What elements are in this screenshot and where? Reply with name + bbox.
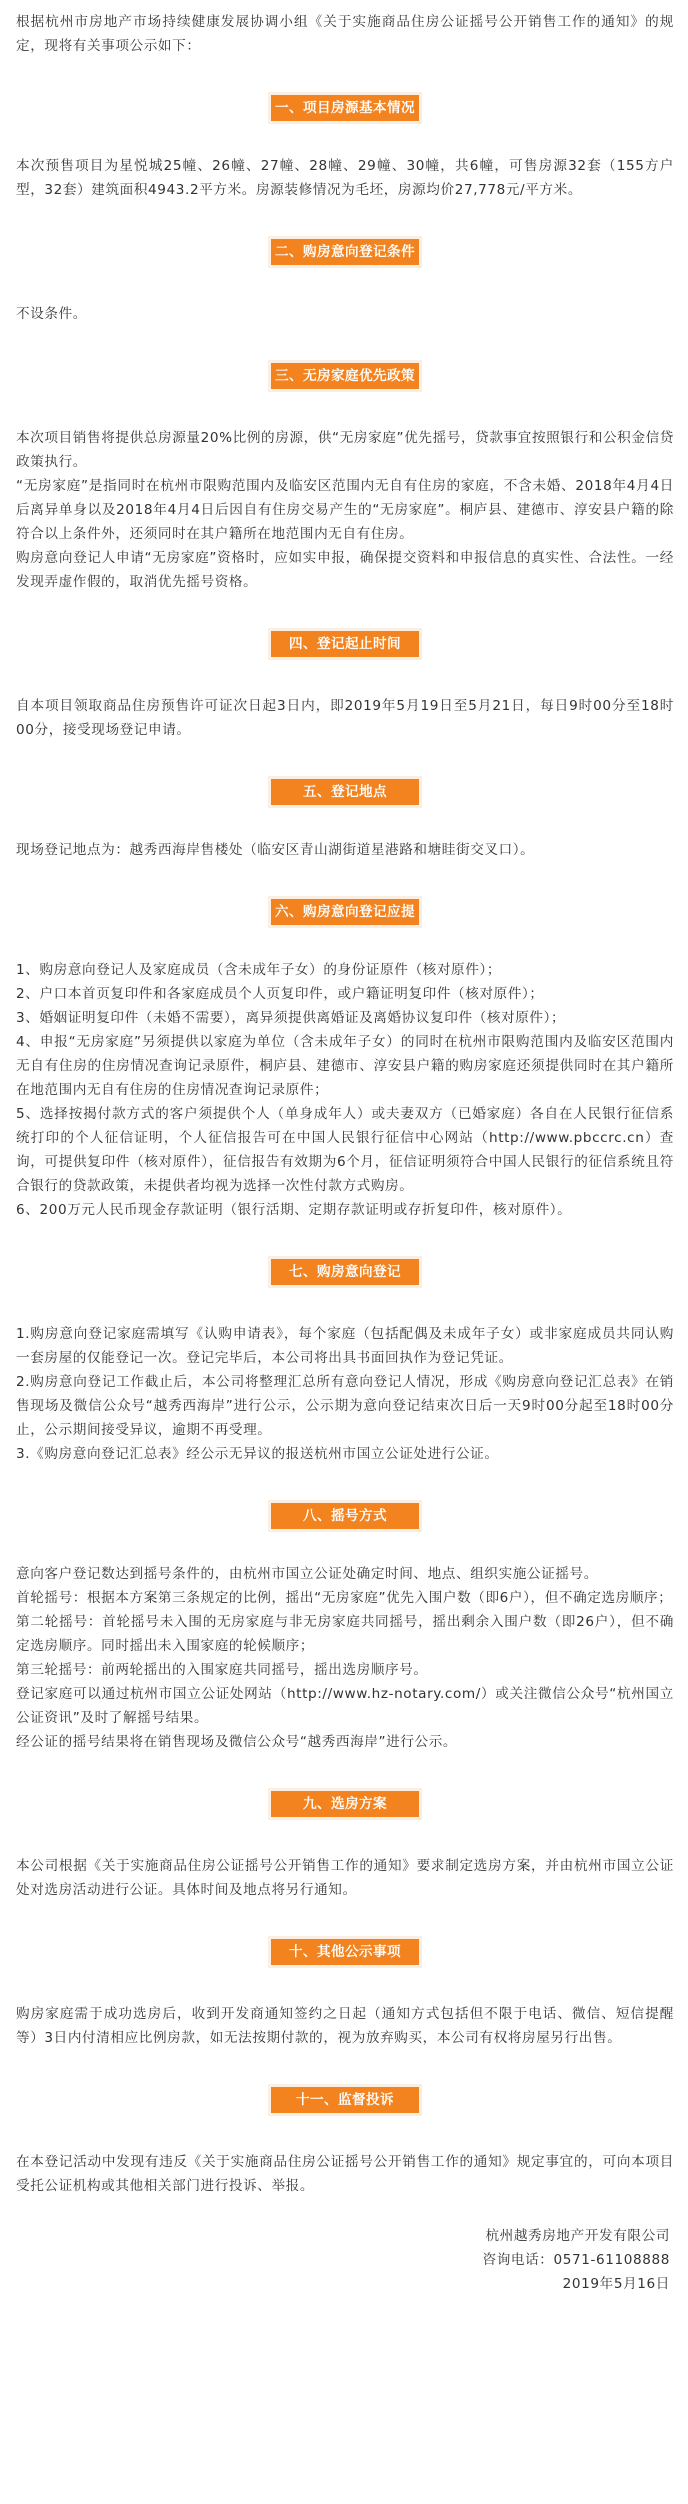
section-registration-location (16, 776, 674, 862)
paragraph: 购房家庭需于成功选房后，收到开发商通知签约之日起（通知方式包括但不限于电话、微信、短信提醒等）3日内付清相应比例房款，如无法按期付款的，视为放弃购买，本公司有权将房屋另行出售。 (16, 2006, 674, 2046)
signature-block (16, 2224, 674, 2296)
section-title: 十一、监督投诉 (271, 2087, 419, 2113)
paragraph: 本次项目销售将提供总房源量20%比例的房源，供“无房家庭”优先摇号，贷款事宜按照银行和公积金信贷政策执行。 (16, 430, 674, 470)
paragraph: “无房家庭”是指同时在杭州市限购范围内及临安区范围内无自有住房的家庭，不含未婚、2018年4月4日后离异单身以及2018年4月4日后因自有住房交易产生的“无房家庭”。桐庐县、建德市、淳安县户籍的除符合以上条件外，还须同时在其户籍所在地范围内无自有住房。 (16, 478, 674, 542)
section-title: 三、无房家庭优先政策 (271, 363, 419, 389)
section-house-selection (16, 1788, 674, 1902)
section-title: 九、选房方案 (271, 1791, 419, 1817)
list-item: 1.购房意向登记家庭需填写《认购申请表》，每个家庭（包括配偶及未成年子女）或非家庭成员共同认购一套房屋的仅能登记一次。登记完毕后，本公司将出具书面回执作为登记凭证。 (16, 1326, 674, 1366)
paragraph: 登记家庭可以通过杭州市国立公证处网站（http://www.hz-notary.com/）或关注微信公众号“杭州国立公证资讯”及时了解摇号结果。 (16, 1686, 674, 1726)
intro-paragraph: 根据杭州市房地产市场持续健康发展协调小组《关于实施商品住房公证摇号公开销售工作的通知》的规定，现将有关事项公示如下： (16, 14, 674, 54)
section-header (268, 896, 422, 946)
company-name: 杭州越秀房地产开发有限公司 (485, 2228, 670, 2244)
section-header (268, 1256, 422, 1288)
section-header (268, 92, 422, 124)
paragraph: 现场登记地点为：越秀西海岸售楼处（临安区青山湖街道星港路和塘眭街交叉口）。 (16, 842, 535, 858)
section-other-notices (16, 1936, 674, 2050)
section-registration-time (16, 628, 674, 742)
paragraph: 经公证的摇号结果将在销售现场及微信公众号“越秀西海岸”进行公示。 (16, 1734, 458, 1750)
list-item: 2、户口本首页复印件和各家庭成员个人页复印件，或户籍证明复印件（核对原件）； (16, 986, 544, 1002)
section-header (268, 360, 422, 392)
list-item: 1、购房意向登记人及家庭成员（含未成年子女）的身份证原件（核对原件）； (16, 962, 502, 978)
phone-number: 咨询电话：0571-61108888 (482, 2252, 670, 2268)
section-header (268, 2084, 422, 2116)
section-title: 五、登记地点 (271, 779, 419, 805)
section-header (268, 236, 422, 268)
section-header (268, 628, 422, 660)
list-item: 6、200万元人民币现金存款证明（银行活期、定期存款证明或存折复印件，核对原件）。 (16, 1202, 572, 1218)
paragraph: 不设条件。 (16, 306, 87, 322)
section-project-info (16, 92, 674, 202)
paragraph: 首轮摇号：根据本方案第三条规定的比例，摇出“无房家庭”优先入围户数（即6户），但不确定选房顺序； (16, 1590, 673, 1606)
paragraph: 本次预售项目为星悦城25幢、26幢、27幢、28幢、29幢、30幢，共6幢，可售房源32套（155方户型，32套）建筑面积4943.2平方米。房源装修情况为毛坯，房源均价27,778元/平方米。 (16, 158, 674, 198)
section-title: 六、购房意向登记应提交的材料 (271, 899, 419, 925)
section-header (268, 776, 422, 808)
paragraph: 本公司根据《关于实施商品住房公证摇号公开销售工作的通知》要求制定选房方案，并由杭州市国立公证处对选房活动进行公证。具体时间及地点将另行通知。 (16, 1858, 674, 1898)
paragraph: 第三轮摇号：前两轮摇出的入围家庭共同摇号，摇出选房顺序号。 (16, 1662, 428, 1678)
list-item: 4、申报“无房家庭”另须提供以家庭为单位（含未成年子女）的同时在杭州市限购范围内及临安区范围内无自有住房的住房情况查询记录原件，桐庐县、建德市、淳安县户籍的购房家庭还须提供同时在其户籍所在地范围内无自有住房的住房情况查询记录原件； (16, 1034, 674, 1098)
paragraph: 意向客户登记数达到摇号条件的，由杭州市国立公证处确定时间、地点、组织实施公证摇号。 (16, 1566, 598, 1582)
list-item: 3.《购房意向登记汇总表》经公示无异议的报送杭州市国立公证处进行公证。 (16, 1446, 499, 1462)
issue-date: 2019年5月16日 (562, 2276, 670, 2292)
paragraph: 在本登记活动中发现有违反《关于实施商品住房公证摇号公开销售工作的通知》规定事宜的，可向本项目受托公证机构或其他相关部门进行投诉、举报。 (16, 2154, 674, 2194)
section-required-materials (16, 896, 674, 1222)
list-item: 5、选择按揭付款方式的客户须提供个人（单身成年人）或夫妻双方（已婚家庭）各自在人民银行征信系统打印的个人征信证明，个人征信报告可在中国人民银行征信中心网站（http://www.pbccrc.cn）查询，可提供复印件（核对原件），征信报告有效期为6个月，征信证明须符合中国人民银行的征信系统且符合银行的贷款政策，未提供者均视为选择一次性付款方式购房。 (16, 1106, 674, 1194)
section-title: 八、摇号方式 (271, 1503, 419, 1529)
section-no-house-priority (16, 360, 674, 594)
section-supervision-complaints (16, 2084, 674, 2198)
list-item: 3、婚姻证明复印件（未婚不需要），离异须提供离婚证及离婚协议复印件（核对原件）； (16, 1010, 566, 1026)
section-title: 二、购房意向登记条件 (271, 239, 419, 265)
section-title: 七、购房意向登记 (271, 1259, 419, 1285)
paragraph: 购房意向登记人申请“无房家庭”资格时，应如实申报，确保提交资料和申报信息的真实性、合法性。一经发现弄虚作假的，取消优先摇号资格。 (16, 550, 674, 590)
section-title: 一、项目房源基本情况 (271, 95, 419, 121)
section-title: 十、其他公示事项 (271, 1939, 419, 1965)
paragraph: 自本项目领取商品住房预售许可证次日起3日内，即2019年5月19日至5月21日，每日9时00分至18时00分，接受现场登记申请。 (16, 698, 674, 738)
section-header (268, 1788, 422, 1820)
section-lottery-method (16, 1500, 674, 1754)
section-title: 四、登记起止时间 (271, 631, 419, 657)
section-header (268, 1500, 422, 1532)
section-header (268, 1936, 422, 1968)
paragraph: 第二轮摇号：首轮摇号未入围的无房家庭与非无房家庭共同摇号，摇出剩余入围户数（即26户），但不确定选房顺序。同时摇出未入围家庭的轮候顺序； (16, 1614, 674, 1654)
section-registration-conditions (16, 236, 674, 326)
list-item: 2.购房意向登记工作截止后，本公司将整理汇总所有意向登记人情况，形成《购房意向登记汇总表》在销售现场及微信公众号“越秀西海岸”进行公示，公示期为意向登记结束次日后一天9时00分起至18时00分止，公示期间接受异议，逾期不再受理。 (16, 1374, 674, 1438)
section-intent-registration (16, 1256, 674, 1466)
